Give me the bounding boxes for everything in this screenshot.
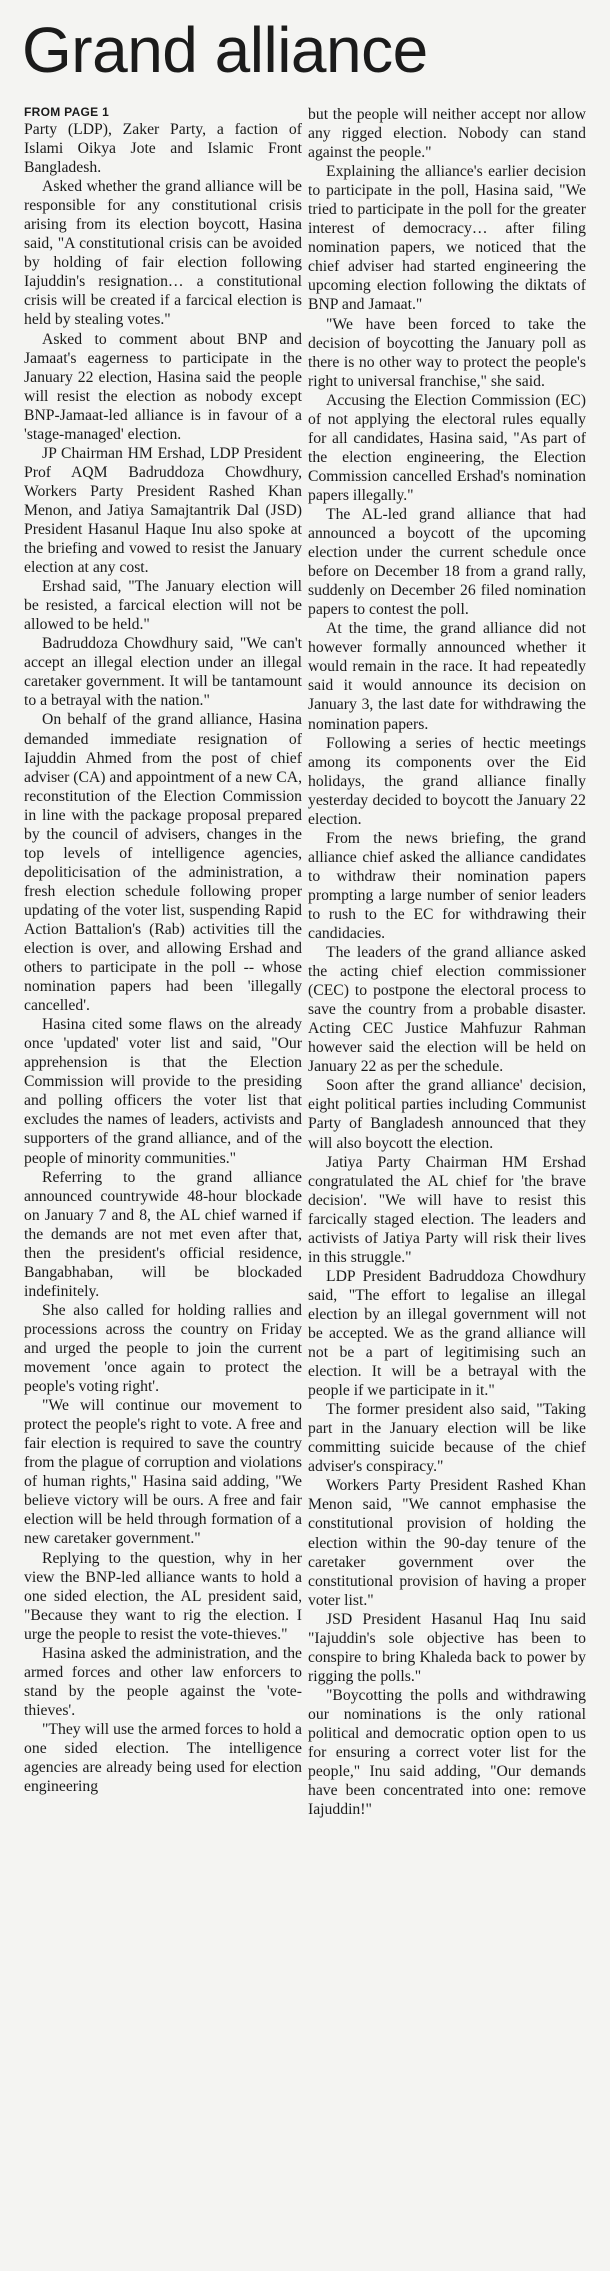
paragraph: LDP President Badruddoza Chowdhury said, "The effort to legalise an illegal election by an illegal government will not be accepted. We as the grand alliance will not be a part of legitimising such an election. It will be a betrayal with the people if we participate in it."	[308, 1267, 586, 1400]
headline: Grand alliance	[22, 14, 428, 86]
paragraph: Asked to comment about BNP and Jamaat's eagerness to participate in the January 22 election, Hasina said the people will resist the election as nobody except BNP-Jamaat-led alliance is in favour of a 'stage-managed' election.	[24, 330, 302, 443]
paragraph: Hasina asked the administration, and the armed forces and other law enforcers to stand by the people against the 'vote-thieves'.	[24, 1644, 302, 1719]
paragraph: "Boycotting the polls and withdrawing our nominations is the only rational political and democratic option open to us for ensuring a correct voter list for the people," Inu said adding, "Our demands have been concentrated into one: remove Iajuddin!"	[308, 1686, 586, 1819]
continued-from-label: FROM PAGE 1	[24, 105, 110, 119]
paragraph: On behalf of the grand alliance, Hasina demanded immediate resignation of Iajuddin Ahmed from the post of chief adviser (CA) and appointment of a new CA, reconstitution of the Election Commission in line with the package proposal prepared by the council of advisers, changes in the top levels of intelligence agencies, depoliticisation of the administration, a fresh election schedule following proper updating of the voter list, suspending Rapid Action Battalion's (Rab) activities till the election is over, and allowing Ershad and others to participate in the poll -- whose nomination papers had been 'illegally cancelled'.	[24, 711, 302, 1015]
paragraph: The AL-led grand alliance that had announced a boycott of the upcoming election under the current schedule once before on December 18 from a grand rally, suddenly on December 26 filed nomination papers to contest the poll.	[308, 505, 586, 619]
paragraph: "We have been forced to take the decision of boycotting the January poll as there is no other way to protect the people's right to universal franchise," she said.	[308, 315, 586, 390]
paragraph: "They will use the armed forces to hold a one sided election. The intelligence agencies are already being used for election engineering	[24, 1720, 302, 1796]
paragraph: Replying to the question, why in her view the BNP-led alliance wants to hold a one sided election, the AL president said, "Because they want to rig the election. I urge the people to resist the vote-thieves."	[24, 1549, 302, 1643]
paragraph: Accusing the Election Commission (EC) of not applying the electoral rules equally for all candidates, Hasina said, "As part of the election engineering, the Election Commission cancelled Ershad's nomination papers illegally."	[308, 391, 586, 504]
paragraph: The former president also said, "Taking part in the January election will be like committing suicide because of the chief adviser's conspiracy."	[308, 1401, 586, 1476]
paragraph: From the news briefing, the grand alliance chief asked the alliance candidates to withdraw their nomination papers prompting a large number of senior leaders to rush to the EC for withdrawing their candidacies.	[308, 829, 586, 943]
paragraph: Soon after the grand alliance' decision, eight political parties including Communist Party of Bangladesh announced that they will also boycott the election.	[308, 1077, 586, 1152]
article-column-right	[308, 105, 586, 1819]
paragraph: Badruddoza Chowdhury said, "We can't accept an illegal election under an illegal caretaker government. It will be tantamount to a betrayal with the nation."	[24, 635, 302, 710]
paragraph: Following a series of hectic meetings among its components over the Eid holidays, the grand alliance finally yesterday decided to boycott the January 22 election.	[308, 734, 586, 828]
paragraph: Referring to the grand alliance announced countrywide 48-hour blockade on January 7 and 8, the AL chief warned if the demands are not met even after that, then the president's official residence, Bangabhaban, will be blockaded indefinitely.	[24, 1168, 302, 1300]
paragraph: Jatiya Party Chairman HM Ershad congratulated the AL chief for 'the brave decision'. "We will have to resist this farcically staged election. The leaders and activists of Jatiya Party will risk their lives in this struggle."	[308, 1153, 586, 1266]
paragraph: Hasina cited some flaws on the already once 'updated' voter list and said, "Our apprehension is that the Election Commission will provide to the presiding and polling officers the voter list that excludes the names of leaders, activists and supporters of the grand alliance, and of the people of minority communities."	[24, 1016, 302, 1167]
paragraph: At the time, the grand alliance did not however formally announced whether it would remain in the race. It had repeatedly said it would announce its decision on January 3, the last date for withdrawing the nomination papers.	[308, 620, 586, 733]
paragraph: The leaders of the grand alliance asked the acting chief election commissioner (CEC) to postpone the electoral process to save the country from a probable disaster. Acting CEC Justice Mahfuzur Rahman however said the election will be held on January 22 as per the schedule.	[308, 944, 586, 1076]
paragraph: Asked whether the grand alliance will be responsible for any constitutional crisis arising from its election boycott, Hasina said, "A constitutional crisis can be avoided by holding of fair election following Iajuddin's resignation… a constitutional crisis will be created if a farcical election is held by stealing votes."	[24, 178, 302, 329]
article-column-left	[24, 105, 302, 1796]
paragraph: Party (LDP), Zaker Party, a faction of Islami Oikya Jote and Islamic Front Bangladesh.	[24, 121, 302, 177]
paragraph: JP Chairman HM Ershad, LDP President Prof AQM Badruddoza Chowdhury, Workers Party President Rashed Khan Menon, and Jatiya Samajtantrik Dal (JSD) President Hasanul Haque Inu also spoke at the briefing and vowed to resist the January election at any cost.	[24, 444, 302, 577]
paragraph: Explaining the alliance's earlier decision to participate in the poll, Hasina said, "We tried to participate in the poll for the greater interest of democracy… after filing nomination papers, we noticed that the chief adviser had started engineering the upcoming election following the diktats of BNP and Jamaat."	[308, 163, 586, 314]
paragraph: Workers Party President Rashed Khan Menon said, "We cannot emphasise the constitutional provision of holding the election within the 90-day tenure of the caretaker government over the constitutional provision of having a proper voter list."	[308, 1477, 586, 1609]
paragraph: "We will continue our movement to protect the people's right to vote. A free and fair election is required to save the country from the plague of corruption and violations of human rights," Hasina said adding, "We believe victory will be ours. A free and fair election will be held through formation of a new caretaker government."	[24, 1397, 302, 1548]
paragraph: but the people will neither accept nor allow any rigged election. Nobody can stand against the people."	[308, 106, 586, 162]
paragraph: She also called for holding rallies and processions across the country on Friday and urged the people to join the current movement 'once again to protect the people's voting right'.	[24, 1301, 302, 1396]
paragraph: Ershad said, "The January election will be resisted, a farcical election will not be allowed to be held."	[24, 578, 302, 634]
paragraph: JSD President Hasanul Haq Inu said "Iajuddin's sole objective has been to conspire to bring Khaleda back to power by rigging the polls."	[308, 1610, 586, 1685]
